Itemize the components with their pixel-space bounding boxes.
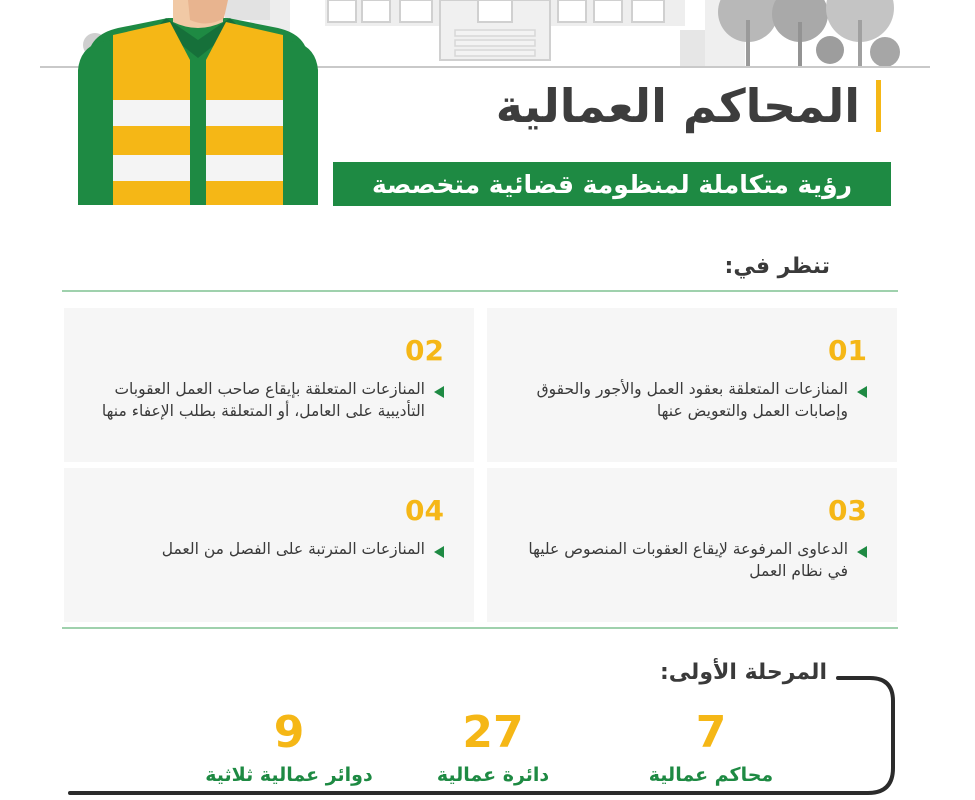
stat-label: دوائر عمالية ثلاثية: [205, 764, 373, 786]
phase-title: المرحلة الأولى:: [660, 660, 827, 685]
stat-triple-circuits: [204, 708, 374, 788]
card-number: 03: [828, 494, 867, 527]
bullet-arrow-icon: [857, 546, 867, 558]
title-accent-bar: [876, 80, 881, 132]
card-number: 01: [828, 334, 867, 367]
bullet-arrow-icon: [857, 386, 867, 398]
section-divider-top: [62, 290, 898, 292]
stat-courts: [626, 708, 796, 788]
card-number: 04: [405, 494, 444, 527]
stat-value: 9: [273, 707, 305, 758]
card-text: المنازعات المترتبة على الفصل من العمل: [161, 540, 425, 558]
card-text: الدعاوى المرفوعة لإيقاع العقوبات المنصوص عليها في نظام العمل: [528, 540, 848, 580]
stat-label: محاكم عمالية: [648, 764, 774, 786]
section-heading: تنظر في:: [724, 254, 830, 279]
jurisdiction-card-03: [487, 468, 897, 622]
card-text: المنازعات المتعلقة بإيقاع صاحب العمل العقوبات التأديبية على العامل، أو المتعلقة بطلب الإعفاء منها: [101, 380, 425, 420]
stat-value: 27: [462, 707, 524, 758]
stat-value: 7: [695, 707, 727, 758]
jurisdiction-card-02: [64, 308, 474, 462]
card-text: المنازعات المتعلقة بعقود العمل والأجور والحقوق وإصابات العمل والتعويض عنها: [536, 380, 848, 420]
worker-illustration: [78, 0, 318, 205]
section-divider-bottom: [62, 627, 898, 629]
stat-label: دائرة عمالية: [436, 764, 550, 786]
card-number: 02: [405, 334, 444, 367]
page-title: المحاكم العمالية: [495, 79, 860, 133]
bullet-arrow-icon: [434, 386, 444, 398]
subtitle-text: رؤية متكاملة لمنظومة قضائية متخصصة: [371, 169, 853, 199]
stat-circuits: [408, 708, 578, 788]
bullet-arrow-icon: [434, 546, 444, 558]
jurisdiction-card-04: [64, 468, 474, 622]
subtitle-banner: [333, 162, 891, 206]
jurisdiction-card-01: [487, 308, 897, 462]
